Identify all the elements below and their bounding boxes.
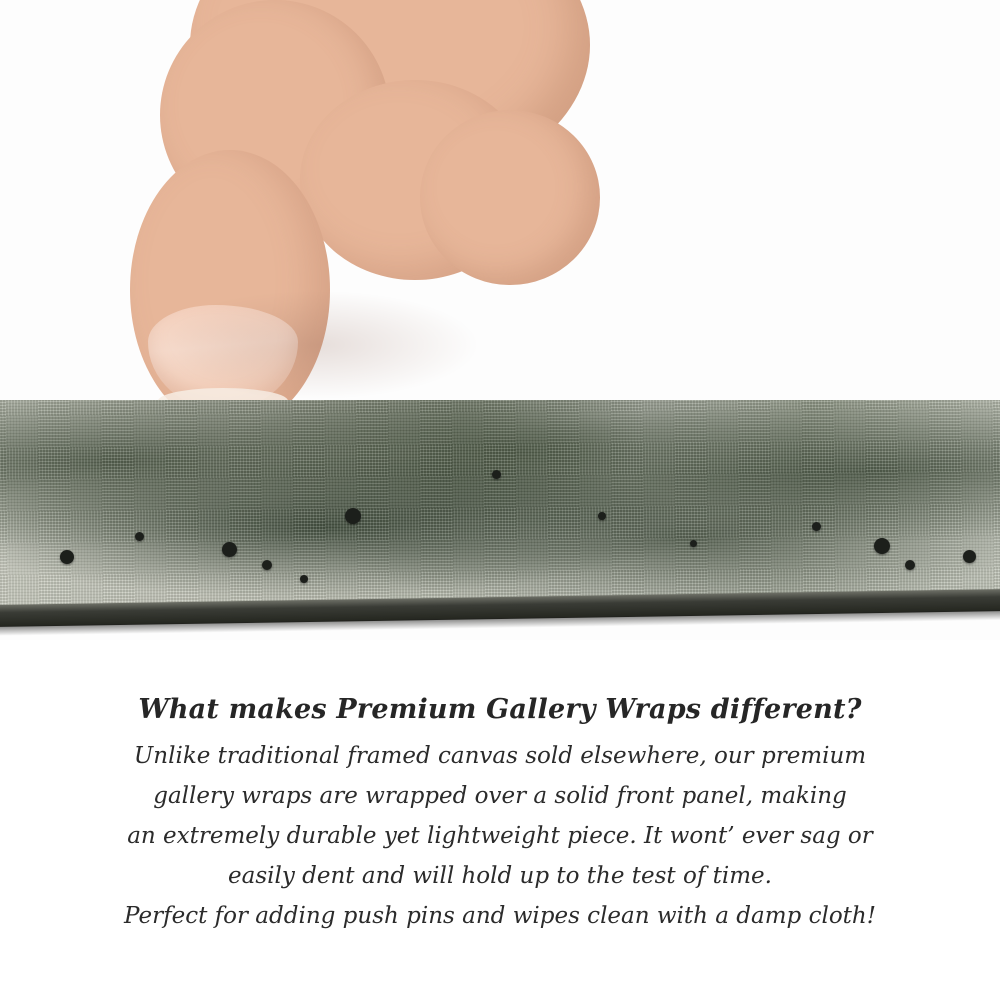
canvas-speck	[300, 575, 308, 583]
canvas-speck	[812, 522, 821, 531]
caption-line: easily dent and will hold up to the test of time.	[228, 863, 772, 889]
canvas-weave-texture	[0, 400, 1000, 613]
canvas-speck	[492, 470, 501, 479]
caption-body	[0, 736, 1000, 936]
canvas-speck	[598, 512, 606, 520]
canvas-speck	[905, 560, 915, 570]
canvas-speck	[345, 508, 361, 524]
caption-line: gallery wraps are wrapped over a solid front panel, making	[153, 783, 847, 809]
caption-line: Unlike traditional framed canvas sold elsewhere, our premium	[133, 743, 867, 769]
canvas-speck	[222, 542, 237, 557]
hand-shadow	[150, 290, 480, 400]
canvas-edge-strip	[0, 400, 1000, 640]
canvas-speck	[963, 550, 976, 563]
canvas-speck	[874, 538, 890, 554]
canvas-speck	[690, 540, 697, 547]
caption-line: Perfect for adding push pins and wipes clean with a damp cloth!	[124, 903, 876, 929]
finger-lower	[420, 110, 600, 285]
caption-heading: What makes Premium Gallery Wraps different?	[138, 694, 862, 725]
hand-photo	[120, 0, 580, 430]
canvas-speck	[135, 532, 144, 541]
canvas-speck	[60, 550, 74, 564]
canvas-speck	[262, 560, 272, 570]
caption-line: an extremely durable yet lightweight piece. It wont’ ever sag or	[127, 823, 873, 849]
caption-block	[0, 690, 1000, 936]
